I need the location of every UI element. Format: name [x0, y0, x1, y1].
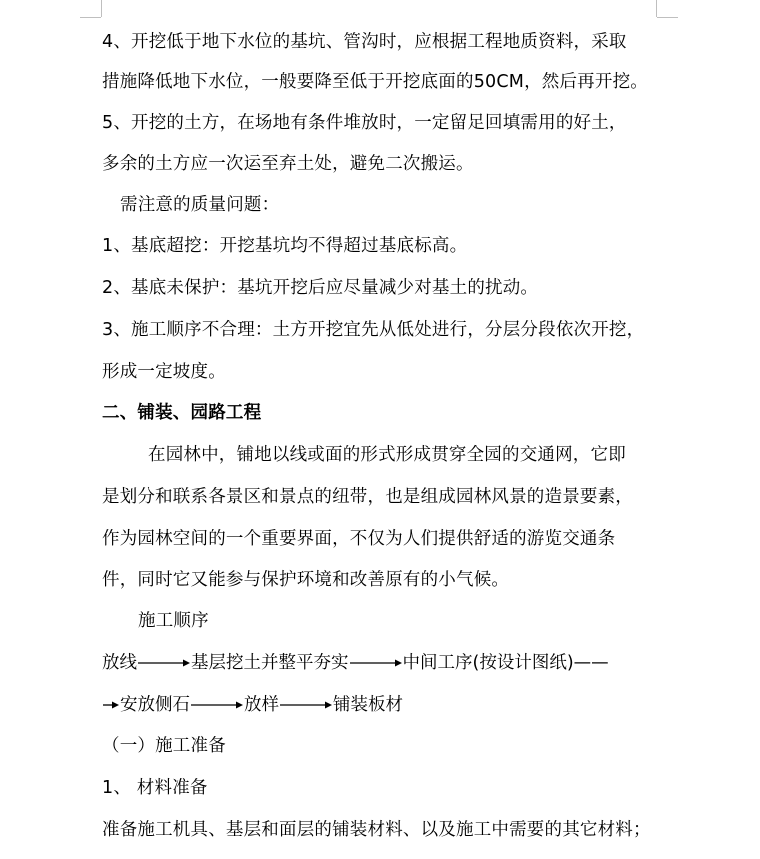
crop-mark-top-left-horizontal: [80, 17, 101, 18]
arrow-right-icon: [102, 693, 120, 717]
text-line: 4、开挖低于地下水位的基坑、管沟时，应根据工程地质资料，采取: [102, 32, 627, 52]
flow-row-1: [102, 651, 609, 675]
arrow-right-icon: [190, 693, 244, 717]
quality-issues-heading: 需注意的质量问题：: [120, 195, 280, 215]
paragraph-line: 在园林中，铺地以线或面的形式形成贯穿全园的交通网，它即: [148, 445, 626, 465]
text-line: 2、基底未保护：基坑开挖后应尽量减少对基土的扰动。: [102, 278, 539, 298]
flow-step: 放线: [102, 653, 137, 673]
crop-mark-top-right-vertical: [656, 0, 657, 17]
flow-row-2: [102, 693, 403, 717]
paragraph-line: 件，同时它又能参与保护环境和改善原有的小气候。: [102, 570, 510, 590]
arrow-right-icon: [349, 651, 403, 675]
flow-step: 放样: [244, 695, 279, 715]
flow-tail-dash: ——: [573, 653, 609, 673]
crop-mark-top-left-vertical: [101, 0, 102, 17]
subsection-heading: （一）施工准备: [102, 736, 226, 756]
section-heading: 二、铺装、园路工程: [102, 403, 262, 423]
paragraph-line: 作为园林空间的一个重要界面，不仅为人们提供舒适的游览交通条: [102, 529, 616, 549]
text-line: 措施降低地下水位，一般要降至低于开挖底面的50CM，然后再开挖。: [102, 72, 648, 92]
text-line: 1、基底超挖：开挖基坑均不得超过基底标高。: [102, 236, 468, 256]
text-line: 形成一定坡度。: [102, 362, 226, 382]
arrow-right-icon: [137, 651, 191, 675]
text-line: 多余的土方应一次运至弃土处，避免二次搬运。: [102, 154, 474, 174]
flow-step: 基层挖土并整平夯实: [191, 653, 349, 673]
arrow-right-icon: [279, 693, 333, 717]
text-line: 5、开挖的土方，在场地有条件堆放时，一定留足回填需用的好土，: [102, 113, 627, 133]
construction-order-label: 施工顺序: [138, 611, 209, 631]
flow-step: 铺装板材: [333, 695, 403, 715]
text-line: 3、施工顺序不合理：土方开挖宜先从低处进行，分层分段依次开挖，: [102, 320, 645, 340]
crop-mark-top-right-horizontal: [657, 17, 678, 18]
paragraph-line: 是划分和联系各景区和景点的纽带，也是组成园林风景的造景要素，: [102, 487, 633, 507]
flow-step: 中间工序(按设计图纸): [402, 653, 574, 673]
text-line: 准备施工机具、基层和面层的铺装材料、以及施工中需要的其它材料；: [102, 820, 651, 840]
flow-step: 安放侧石: [120, 695, 190, 715]
list-item: 1、 材料准备: [102, 778, 208, 798]
